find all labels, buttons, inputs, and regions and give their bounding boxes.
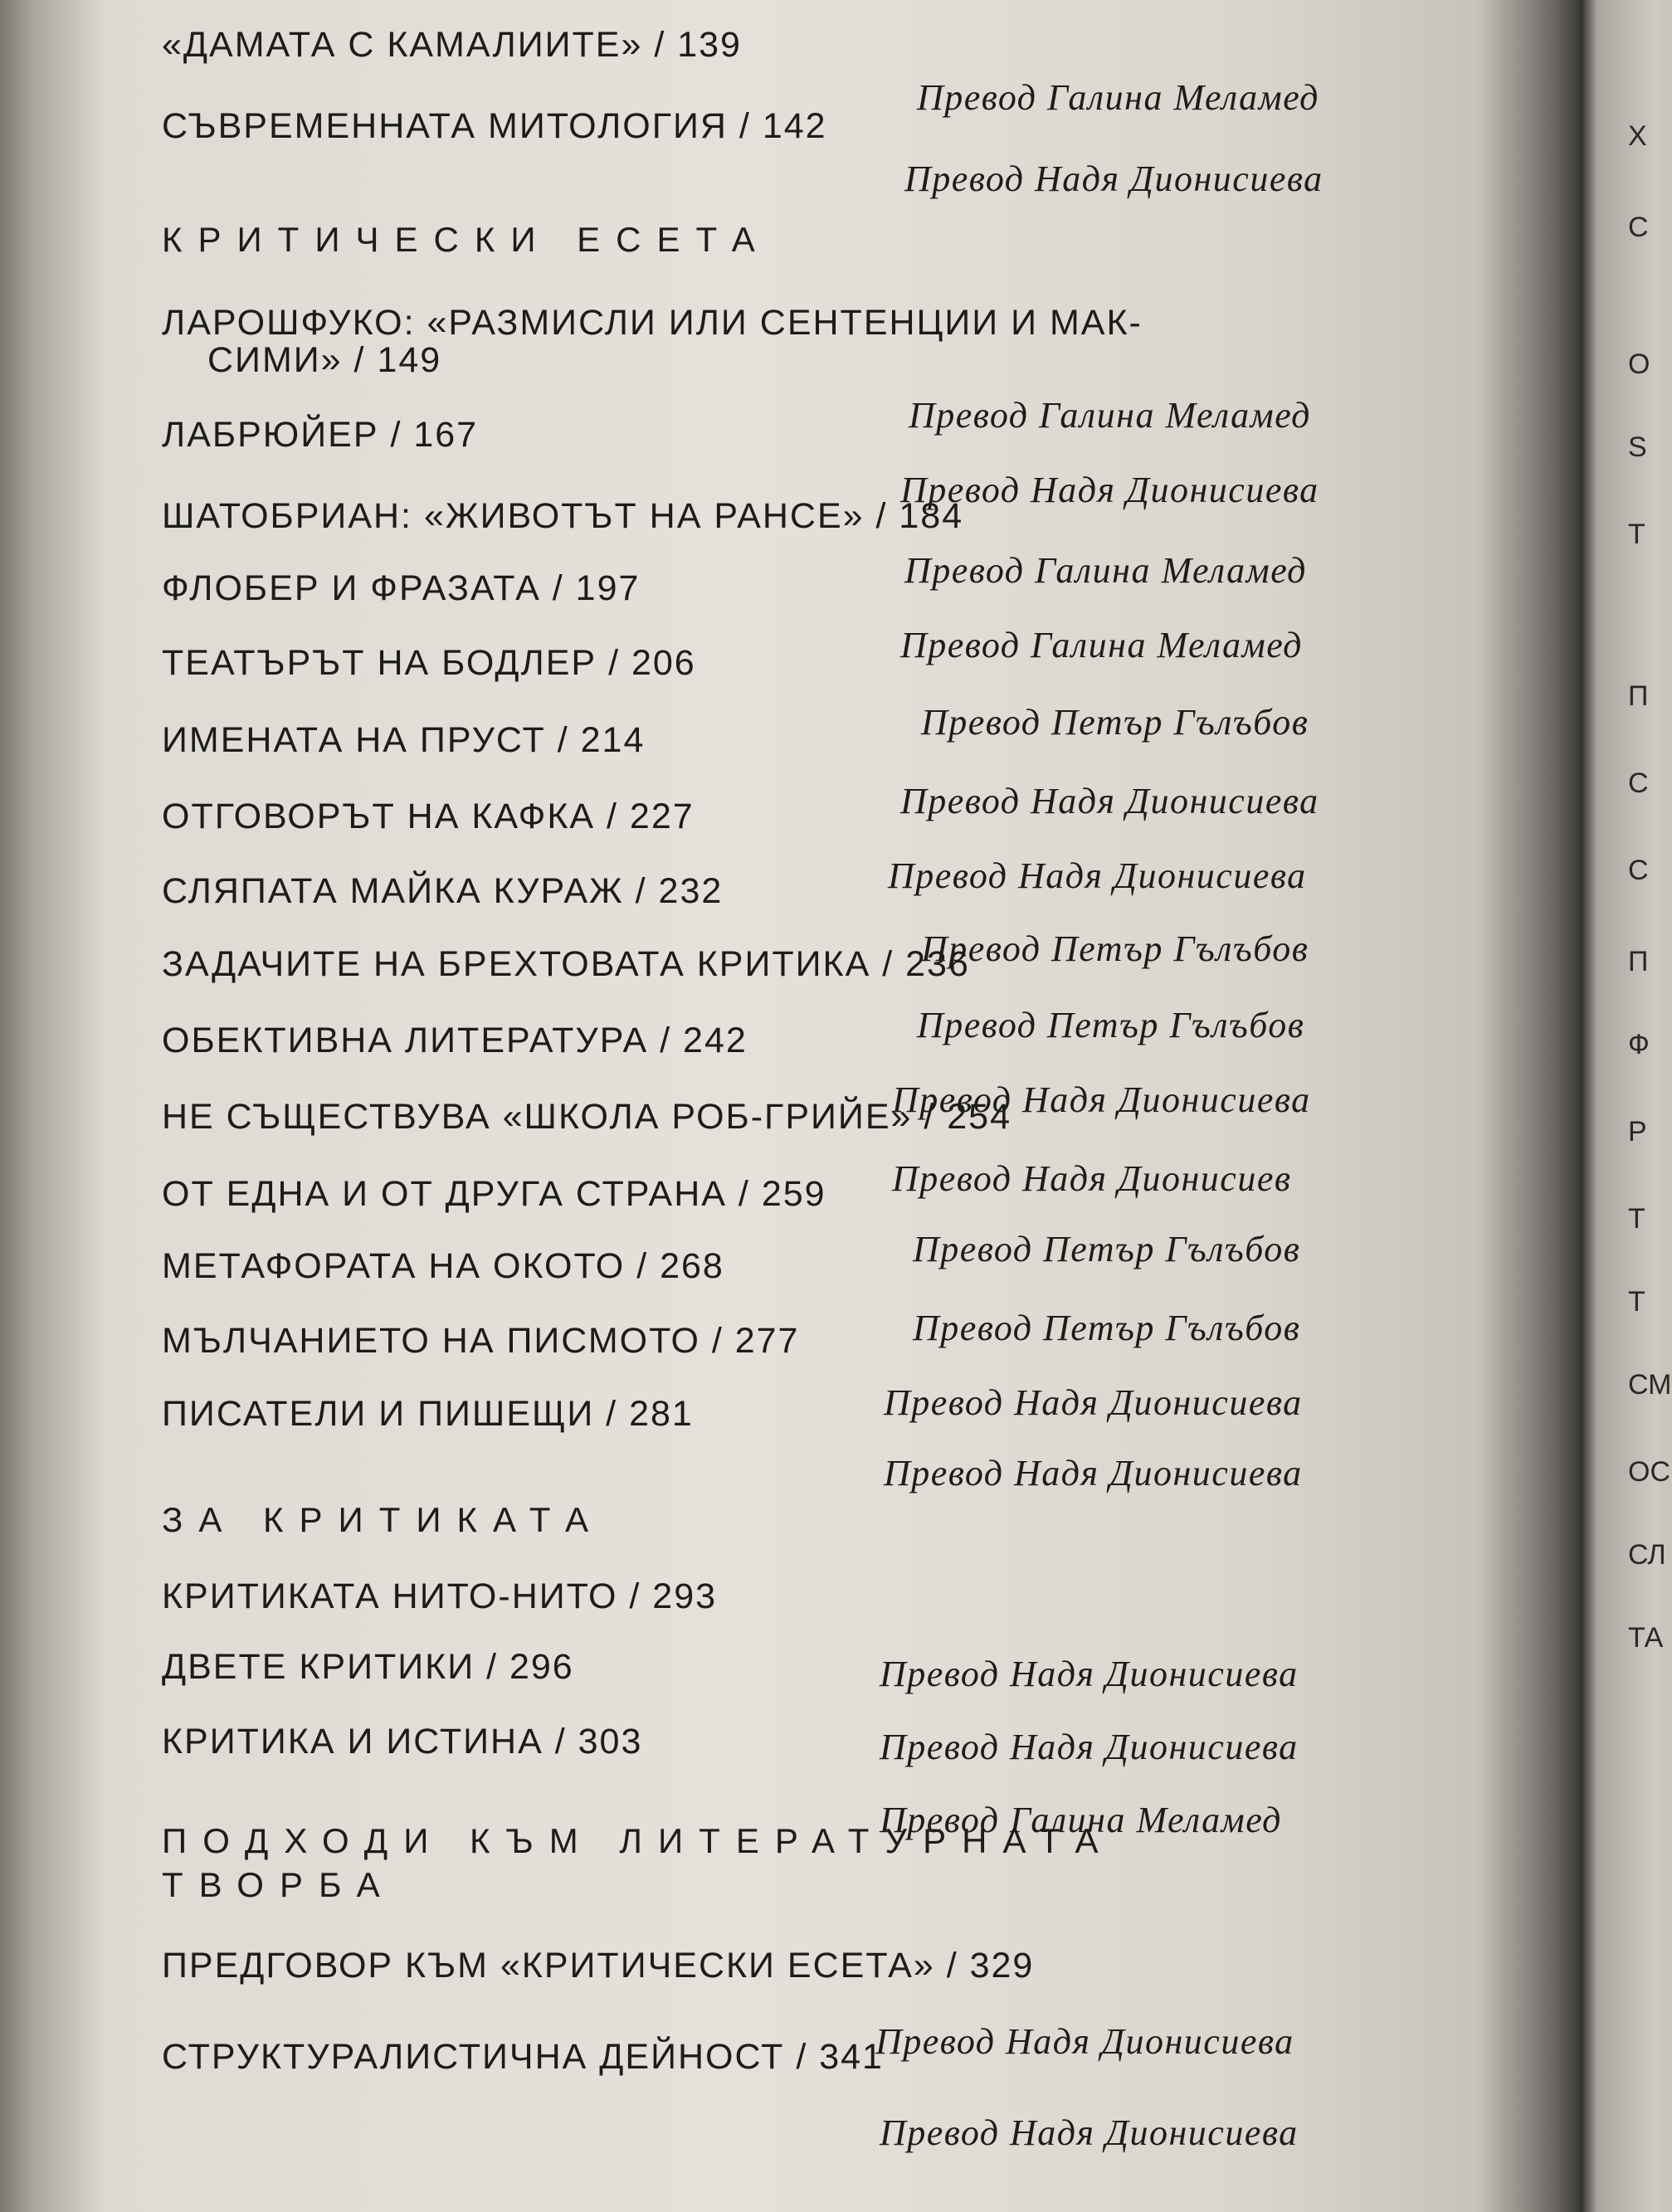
- next-page-fragment: О: [1628, 348, 1650, 380]
- next-page-fragment: СМ: [1628, 1369, 1672, 1401]
- toc-entry-translator: Превод Петър Гълъбов: [913, 1229, 1301, 1269]
- toc-entry-translator: Превод Петър Гълъбов: [917, 1005, 1305, 1045]
- toc-entry-translator: Превод Петър Гълъбов: [913, 1308, 1301, 1348]
- toc-entry-title: ЛАРОШФУКО: «РАЗМИСЛИ ИЛИ СЕНТЕНЦИИ И МАК-: [162, 303, 1143, 343]
- next-page-fragment: ОС: [1628, 1456, 1670, 1488]
- toc-entry-title: КРИТИКАТА НИТО-НИТО / 293: [162, 1576, 718, 1616]
- toc-entry-title: ПРЕДГОВОР КЪМ «КРИТИЧЕСКИ ЕСЕТА» / 329: [162, 1946, 1035, 1985]
- next-page-fragment: S: [1628, 431, 1647, 463]
- section-heading-continuation: ТВОРБА: [162, 1865, 396, 1904]
- toc-entry-title: КРИТИКА И ИСТИНА / 303: [162, 1722, 643, 1761]
- next-page-fragment: ТА: [1628, 1622, 1664, 1654]
- toc-entry-title: НЕ СЪЩЕСТВУВА «ШКОЛА РОБ-ГРИЙЕ» / 254: [162, 1097, 1012, 1137]
- next-page-fragment: П: [1628, 680, 1649, 712]
- toc-entry-translator: Превод Галина Меламед: [909, 395, 1311, 436]
- toc-entry-title: ЛАБРЮЙЕР / 167: [162, 415, 479, 455]
- toc-entry-translator: Превод Надя Дионисиева: [880, 2112, 1299, 2153]
- next-page-fragment: Х: [1628, 120, 1647, 152]
- toc-entry-title: ДВЕТЕ КРИТИКИ / 296: [162, 1647, 574, 1687]
- toc-entry-translator: Превод Надя Дионисиева: [900, 781, 1319, 821]
- toc-entry-translator: Превод Надя Дионисиева: [880, 1727, 1299, 1767]
- toc-entry-title: ИМЕНАТА НА ПРУСТ / 214: [162, 720, 646, 760]
- toc-entry-translator: Превод Надя Дионисиева: [884, 1453, 1303, 1493]
- toc-entry-title: ТЕАТЪРЪТ НА БОДЛЕР / 206: [162, 643, 696, 683]
- toc-entry-title: МЪЛЧАНИЕТО НА ПИСМОТО / 277: [162, 1321, 800, 1361]
- toc-entry-translator: Превод Петър Гълъбов: [921, 928, 1309, 969]
- next-page-fragment: С: [1628, 855, 1649, 886]
- toc-entry-title: «ДАМАТА С КАМАЛИИТЕ» / 139: [162, 25, 742, 65]
- next-page-fragment: Т: [1628, 1203, 1645, 1235]
- next-page-fragment: Ф: [1628, 1029, 1650, 1060]
- toc-entry-translator: Превод Надя Дионисиева: [900, 470, 1319, 510]
- toc-entry-title: СЛЯПАТА МАЙКА КУРАЖ / 232: [162, 871, 724, 911]
- toc-entry-title: ФЛОБЕР И ФРАЗАТА / 197: [162, 568, 641, 608]
- toc-entry-translator: Превод Надя Дионисиева: [892, 1079, 1311, 1120]
- toc-entry-title-continuation: СИМИ» / 149: [207, 340, 442, 380]
- toc-entry-translator: Превод Галина Меламед: [904, 550, 1307, 591]
- toc-entry-translator: Превод Надя Дионисиев: [892, 1158, 1292, 1199]
- next-page-fragment: СЛ: [1628, 1539, 1666, 1571]
- section-heading: ЗА КРИТИКАТА: [162, 1500, 605, 1539]
- toc-entry-translator: Превод Галина Меламед: [880, 1800, 1282, 1840]
- toc-entry-title: ПИСАТЕЛИ И ПИШЕЩИ / 281: [162, 1394, 694, 1434]
- next-page-fragment: Т: [1628, 519, 1645, 550]
- toc-entry-translator: Превод Галина Меламед: [900, 625, 1303, 665]
- toc-entry-title: МЕТАФОРАТА НА ОКОТО / 268: [162, 1246, 724, 1286]
- toc-entry-title: ЗАДАЧИТЕ НА БРЕХТОВАТА КРИТИКА / 236: [162, 944, 970, 984]
- section-heading: КРИТИЧЕСКИ ЕСЕТА: [162, 220, 771, 259]
- next-page-edge: [1581, 0, 1660, 2212]
- toc-entry-title: ШАТОБРИАН: «ЖИВОТЪТ НА РАНСЕ» / 184: [162, 496, 964, 536]
- toc-entry-translator: Превод Надя Дионисиева: [904, 158, 1323, 199]
- toc-entry-translator: Превод Надя Дионисиева: [888, 855, 1307, 896]
- toc-entry-translator: Превод Надя Дионисиева: [880, 1654, 1299, 1694]
- toc-entry-title: ОБЕКТИВНА ЛИТЕРАТУРА / 242: [162, 1021, 748, 1060]
- toc-entry-title: СЪВРЕМЕННАТА МИТОЛОГИЯ / 142: [162, 106, 827, 146]
- section-heading: ПОДХОДИ КЪМ ЛИТЕРАТУРНАТА: [162, 1821, 1114, 1860]
- toc-entry-translator: Превод Галина Меламед: [917, 77, 1319, 118]
- toc-entry-title: ОТГОВОРЪТ НА КАФКА / 227: [162, 797, 695, 836]
- toc-entry-title: ОТ ЕДНА И ОТ ДРУГА СТРАНА / 259: [162, 1174, 826, 1214]
- next-page-fragment: Р: [1628, 1116, 1647, 1147]
- toc-entry-title: СТРУКТУРАЛИСТИЧНА ДЕЙНОСТ / 341: [162, 2037, 884, 2077]
- next-page-fragment: П: [1628, 946, 1649, 977]
- next-page-fragment: С: [1628, 767, 1649, 799]
- next-page-fragment: С: [1628, 212, 1649, 243]
- toc-entry-translator: Превод Надя Дионисиева: [875, 2021, 1294, 2062]
- toc-entry-translator: Превод Надя Дионисиева: [884, 1382, 1303, 1423]
- next-page-fragment: Т: [1628, 1286, 1645, 1318]
- toc-entry-translator: Превод Петър Гълъбов: [921, 702, 1309, 743]
